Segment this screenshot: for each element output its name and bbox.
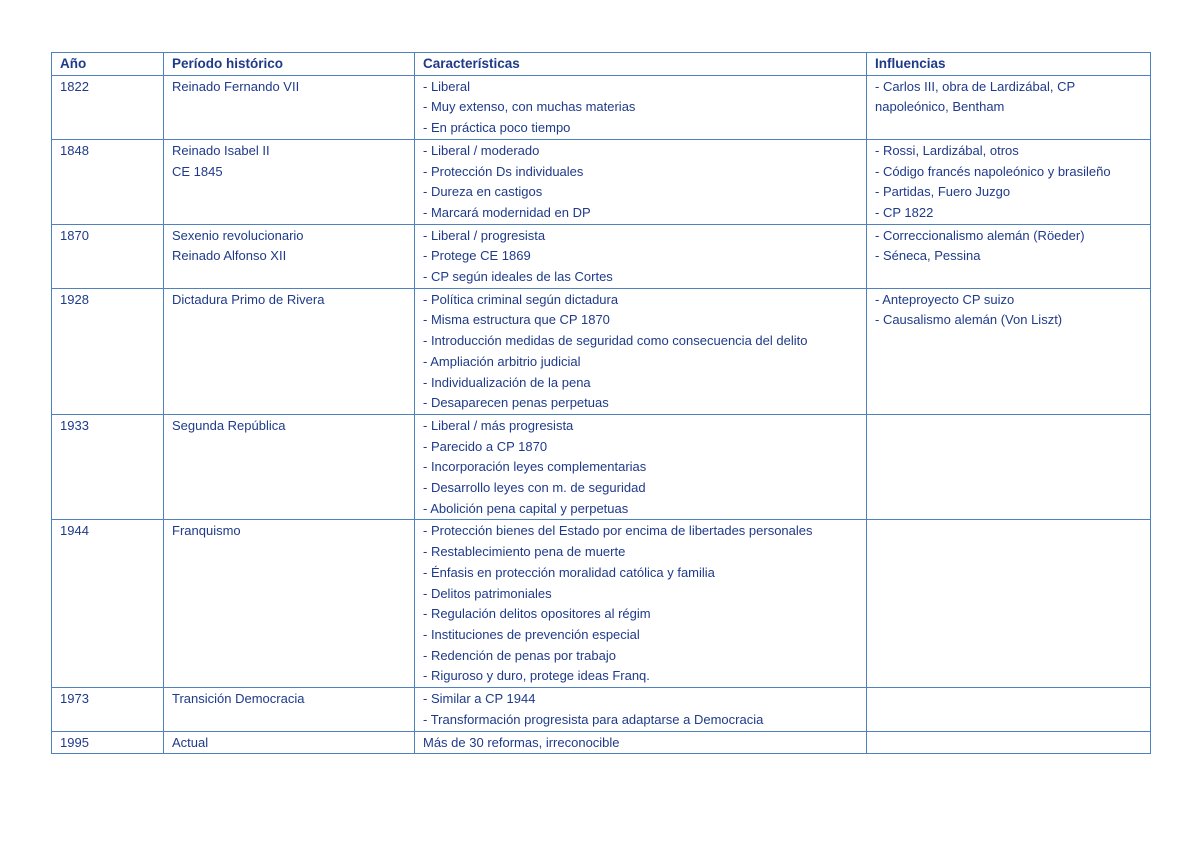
characteristic-item: - Dureza en castigos	[423, 184, 543, 200]
cell-period	[164, 731, 415, 754]
characteristic-item: - Muy extenso, con muchas materias	[423, 99, 636, 115]
characteristic-item: - Protege CE 1869	[423, 248, 531, 264]
cell-period	[164, 139, 415, 224]
cell-period	[164, 520, 415, 688]
year-value: 1848	[60, 142, 89, 158]
cell-characteristics	[415, 75, 867, 139]
period-line: Segunda República	[172, 417, 286, 433]
table-row	[52, 731, 1151, 754]
header-influences: Influencias	[867, 53, 1151, 76]
characteristic-item: - Política criminal según dictadura	[423, 291, 619, 307]
characteristic-item: - Ampliación arbitrio judicial	[423, 353, 581, 369]
cell-influences	[867, 224, 1151, 288]
cell-characteristics	[415, 688, 867, 731]
cell-characteristics	[415, 139, 867, 224]
influence-item: - Causalismo alemán (Von Liszt)	[875, 312, 1063, 328]
period-line: Dictadura Primo de Rivera	[172, 291, 325, 307]
period-line: Reinado Fernando VII	[172, 78, 300, 94]
cell-characteristics	[415, 288, 867, 414]
header-year: Año	[52, 53, 164, 76]
influence-item: - Anteproyecto CP suizo	[875, 291, 1015, 307]
characteristic-item: - Transformación progresista para adaptarse a Democracia	[423, 711, 764, 727]
period-line: Franquismo	[172, 523, 241, 539]
table-body	[52, 75, 1151, 754]
characteristic-item: - Parecido a CP 1870	[423, 438, 548, 454]
year-value: 1928	[60, 291, 89, 307]
period-line: Transición Democracia	[172, 691, 305, 707]
characteristic-item: - Énfasis en protección moralidad católica y familia	[423, 564, 715, 580]
penal-code-history-table	[51, 52, 1151, 754]
table-row	[52, 224, 1151, 288]
characteristic-item: - Similar a CP 1944	[423, 691, 536, 707]
characteristic-item: - Liberal / progresista	[423, 227, 546, 243]
influence-item: - Partidas, Fuero Juzgo	[875, 184, 1011, 200]
influence-item: - Correccionalismo alemán (Röeder)	[875, 227, 1085, 243]
table-header-row	[52, 53, 1151, 76]
characteristic-item: - Regulación delitos opositores al régim	[423, 606, 651, 622]
characteristic-item: - Liberal	[423, 78, 470, 94]
influence-item: - Séneca, Pessina	[875, 248, 981, 264]
cell-year	[52, 224, 164, 288]
characteristic-item: - Delitos patrimoniales	[423, 585, 552, 601]
cell-characteristics	[415, 731, 867, 754]
cell-influences	[867, 288, 1151, 414]
characteristic-item: - Liberal / moderado	[423, 142, 540, 158]
year-value: 1995	[60, 734, 89, 750]
characteristic-item: - Abolición pena capital y perpetuas	[423, 500, 629, 516]
characteristic-item: - Introducción medidas de seguridad como consecuencia del delito	[423, 333, 808, 349]
cell-influences	[867, 520, 1151, 688]
cell-year	[52, 139, 164, 224]
cell-influences	[867, 139, 1151, 224]
table-row	[52, 139, 1151, 224]
cell-characteristics	[415, 224, 867, 288]
characteristic-item: - Protección Ds individuales	[423, 163, 584, 179]
cell-influences	[867, 731, 1151, 754]
influence-item: - CP 1822	[875, 204, 934, 220]
cell-year	[52, 414, 164, 520]
year-value: 1822	[60, 78, 89, 94]
characteristic-item: - Individualización de la pena	[423, 374, 591, 390]
cell-year	[52, 688, 164, 731]
cell-period	[164, 414, 415, 520]
characteristic-item: - Protección bienes del Estado por encima de libertades personales	[423, 523, 813, 539]
characteristic-item: - Misma estructura que CP 1870	[423, 312, 610, 328]
cell-period	[164, 688, 415, 731]
cell-year	[52, 288, 164, 414]
characteristic-item: - Riguroso y duro, protege ideas Franq.	[423, 668, 650, 684]
cell-influences	[867, 688, 1151, 731]
influence-item: - Código francés napoleónico y brasileño	[875, 163, 1111, 179]
table-row	[52, 688, 1151, 731]
period-line: Actual	[172, 734, 209, 750]
characteristic-item: - Instituciones de prevención especial	[423, 626, 640, 642]
characteristic-item: - En práctica poco tiempo	[423, 120, 571, 136]
influence-item: - Rossi, Lardizábal, otros	[875, 142, 1019, 158]
characteristic-item: Más de 30 reformas, irreconocible	[423, 734, 620, 750]
cell-period	[164, 224, 415, 288]
characteristic-item: - Marcará modernidad en DP	[423, 204, 591, 220]
period-line: Reinado Alfonso XII	[172, 248, 287, 264]
year-value: 1944	[60, 523, 89, 539]
header-period: Período histórico	[164, 53, 415, 76]
cell-characteristics	[415, 414, 867, 520]
cell-influences	[867, 414, 1151, 520]
influence-item: - Carlos III, obra de Lardizábal, CP napoleónico, Bentham	[875, 78, 1075, 115]
table-row	[52, 414, 1151, 520]
table-row	[52, 520, 1151, 688]
cell-period	[164, 75, 415, 139]
period-line: Reinado Isabel II	[172, 142, 270, 158]
characteristic-item: - Redención de penas por trabajo	[423, 647, 616, 663]
header-characteristics: Características	[415, 53, 867, 76]
year-value: 1870	[60, 227, 89, 243]
cell-characteristics	[415, 520, 867, 688]
characteristic-item: - Desaparecen penas perpetuas	[423, 395, 609, 411]
characteristic-item: - Liberal / más progresista	[423, 417, 574, 433]
cell-year	[52, 75, 164, 139]
year-value: 1973	[60, 691, 89, 707]
table-row	[52, 75, 1151, 139]
characteristic-item: - Desarrollo leyes con m. de seguridad	[423, 480, 646, 496]
period-line: Sexenio revolucionario	[172, 227, 304, 243]
characteristic-item: - CP según ideales de las Cortes	[423, 269, 613, 285]
cell-year	[52, 520, 164, 688]
period-line: CE 1845	[172, 163, 223, 179]
year-value: 1933	[60, 417, 89, 433]
table-row	[52, 288, 1151, 414]
cell-influences	[867, 75, 1151, 139]
cell-year	[52, 731, 164, 754]
characteristic-item: - Restablecimiento pena de muerte	[423, 544, 626, 560]
characteristic-item: - Incorporación leyes complementarias	[423, 459, 647, 475]
cell-period	[164, 288, 415, 414]
